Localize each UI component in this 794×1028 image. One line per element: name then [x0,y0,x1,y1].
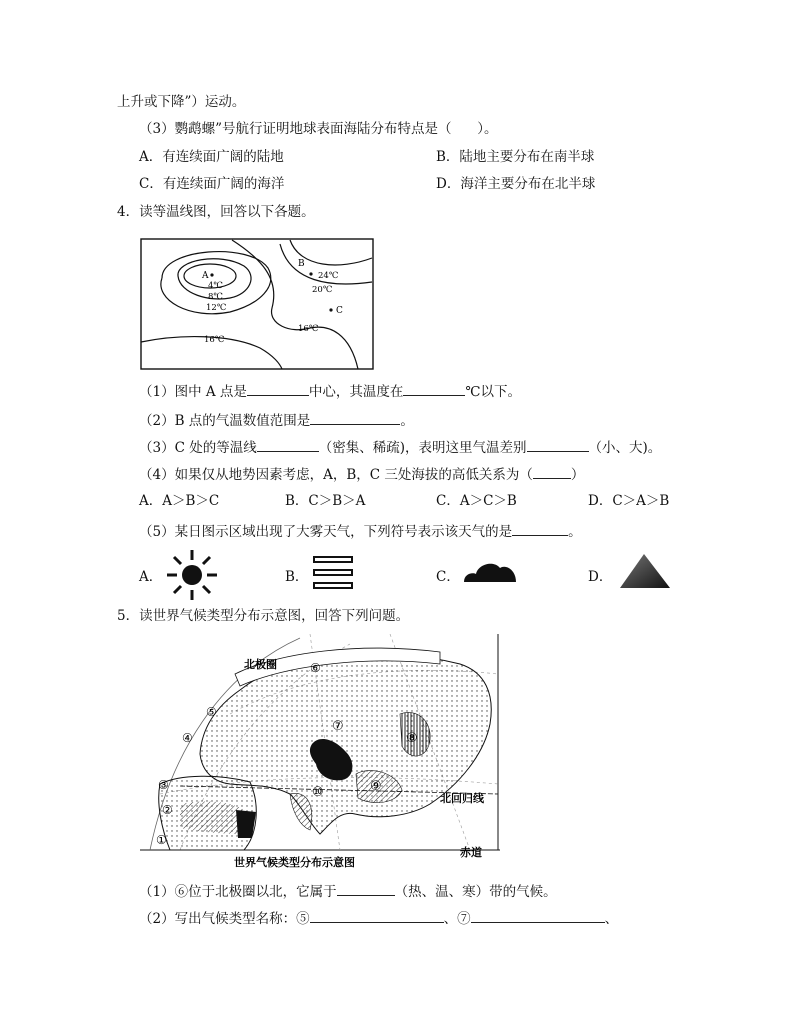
equator-label: 赤道 [460,846,482,859]
q4-answer-blank-7[interactable] [512,521,568,536]
label-b: B [298,259,305,269]
q4-sub3-a: （3）C 处的等温线 [139,440,257,456]
q4-answer-blank-2[interactable] [403,381,465,396]
isotherm-24: 24℃ [318,271,339,281]
isotherm-8: 8℃ [208,292,223,302]
q3-sub3: （3）鹦鹉螺”号航行证明地球表面海陆分布特点是（ ）。 [139,121,498,137]
climate-marker-9: ⑨ [370,779,382,794]
climate-marker-4: ④ [182,731,193,745]
q4-answer-blank-5[interactable] [527,437,589,452]
q5-answer-blank-2[interactable] [310,908,444,923]
q4-sub1 [139,381,521,401]
q4-title: 4．读等温线图，回答以下各题。 [117,204,315,220]
q4-sub4 [139,464,584,484]
label-a: A [202,271,209,281]
q4-sub2-a: （2）B 点的气温数值范围是 [139,413,311,429]
q4-sub3-c: （小、大)。 [588,440,662,456]
isotherm-16-right: 16℃ [298,324,319,334]
q5-sub1 [139,881,557,901]
map-caption: 世界气候类型分布示意图 [234,856,355,869]
climate-marker-2: ② [162,803,173,817]
q4-answer-blank-1[interactable] [247,381,309,396]
q5-sub2 [139,908,618,928]
q4-answer-blank-3[interactable] [310,410,400,425]
q4-answer-blank-6[interactable] [533,464,571,479]
climate-marker-5: ⑤ [206,705,217,719]
q5-sub2-b: 、⑦ [443,911,471,927]
isotherm-16-left: 16℃ [204,335,225,345]
q4-option-a: A．A＞B＞C [139,493,220,509]
climate-marker-7: ⑦ [332,719,344,734]
symbol-option-b: B． [285,569,309,585]
q4-sub5-b: 。 [568,524,582,540]
q4-sub1-b: 中心，其温度在 [308,384,404,400]
cloud-icon [462,560,518,584]
symbol-option-d: D． [588,569,613,585]
climate-marker-6: ⑥ [310,661,321,675]
symbol-option-c: C． [436,569,460,585]
q5-sub2-c: 、 [604,911,619,927]
isotherm-map [140,238,374,370]
q4-sub1-a: （1）图中 A 点是 [139,384,247,400]
q4-sub5 [139,521,582,541]
q5-title: 5．读世界气候类型分布示意图，回答下列问题。 [117,608,410,624]
q4-option-c: C．A＞C＞B [436,493,517,509]
q5-answer-blank-3[interactable] [471,908,605,923]
climate-marker-10: ⑩ [312,785,324,800]
sun-icon [166,549,218,601]
q4-sub3-b: （密集、稀疏)，表明这里气温差别 [318,440,527,456]
label-c: C [336,306,343,316]
q3-continuation: 上升或下降”）运动。 [117,94,246,110]
q4-answer-blank-4[interactable] [257,437,319,452]
tropic-label: 北回归线 [440,792,484,805]
fog-icon [313,555,353,591]
climate-marker-8: ⑧ [406,731,418,746]
q3-option-c: C．有连续面广阔的海洋 [139,176,285,192]
q3-option-a: A．有连续面广阔的陆地 [139,149,284,165]
q4-option-d: D．C＞A＞B [588,493,670,509]
q5-answer-blank-1[interactable] [337,881,395,896]
q4-sub2-b: 。 [400,413,414,429]
isotherm-12: 12℃ [206,303,227,313]
q4-sub2 [139,410,414,430]
arctic-circle-label: 北极圈 [244,658,277,671]
climate-map [140,634,500,872]
isotherm-20: 20℃ [312,285,333,295]
q3-option-b: B．陆地主要分布在南半球 [436,149,595,165]
q4-sub4-a: （4）如果仅从地势因素考虑，A，B，C 三处海拔的高低关系为（ [139,467,533,483]
climate-marker-1: ① [156,833,167,847]
triangle-icon [618,552,672,590]
q4-option-b: B．C＞B＞A [285,493,366,509]
q4-sub5-a: （5）某日图示区域出现了大雾天气，下列符号表示该天气的是 [139,524,513,540]
q3-option-d: D．海洋主要分布在北半球 [436,176,596,192]
q4-sub1-c: ℃以下。 [465,384,522,400]
symbol-option-a: A． [139,569,163,585]
q5-sub2-a: （2）写出气候类型名称：⑤ [139,911,310,927]
isotherm-4: 4℃ [208,281,223,291]
q4-sub3 [139,437,661,457]
q5-sub1-a: （1）⑥位于北极圈以北，它属于 [139,884,337,900]
climate-marker-3: ③ [158,778,169,792]
q4-sub4-b: ） [570,467,585,483]
q5-sub1-b: （热、温、寒）带的气候。 [394,884,557,900]
